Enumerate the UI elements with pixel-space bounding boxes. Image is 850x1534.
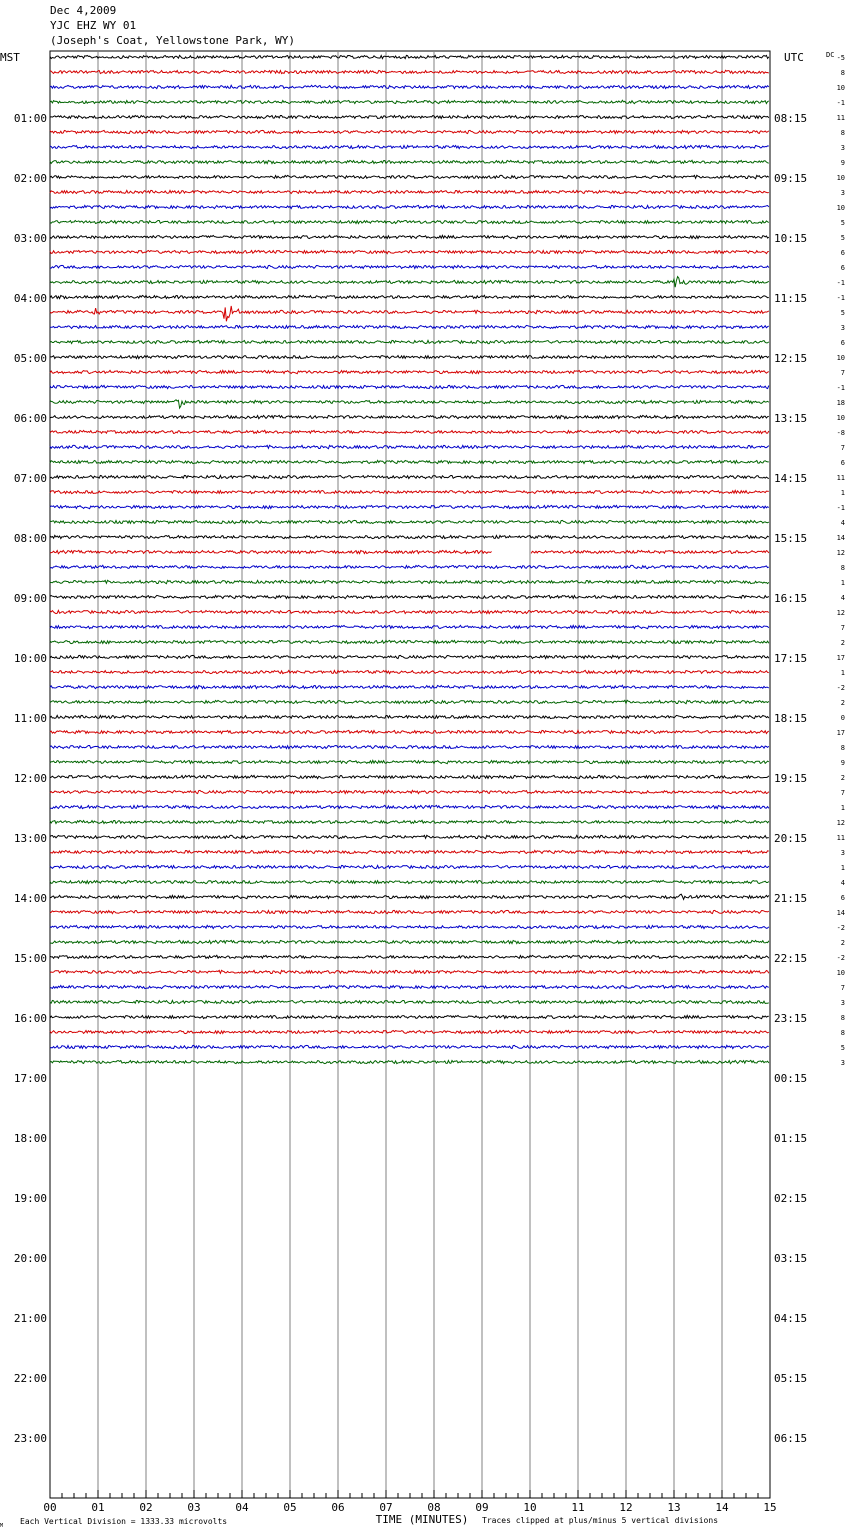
trace-line (50, 475, 769, 478)
utc-hour-label: 12:15 (774, 352, 808, 365)
mst-hour-label: 02:00 (13, 172, 47, 185)
utc-hour-label: 06:15 (774, 1432, 808, 1445)
mst-hour-label: 17:00 (13, 1072, 47, 1085)
utc-hour-label: 13:15 (774, 412, 808, 425)
mst-hour-label: 23:00 (13, 1432, 47, 1445)
dc-offset-value: 11 (836, 834, 845, 842)
dc-offset-value: 5 (840, 309, 845, 317)
mst-hour-label: 01:00 (13, 112, 47, 125)
mst-hour-label: 07:00 (13, 472, 47, 485)
trace-line (50, 55, 769, 58)
trace-line (50, 520, 769, 523)
trace-line (50, 175, 769, 178)
dc-offset-value: -1 (836, 294, 845, 302)
trace-line (50, 535, 769, 538)
trace-line (50, 925, 769, 928)
x-axis-title: TIME (MINUTES) (375, 1513, 469, 1526)
trace-line (50, 445, 769, 448)
trace-line (50, 790, 769, 793)
dc-offset-value: 2 (840, 939, 845, 947)
mst-hour-label: 21:00 (13, 1312, 47, 1325)
dc-offset-value: 2 (840, 639, 845, 647)
dc-offset-value: 4 (840, 519, 845, 527)
dc-offset-value: 12 (836, 549, 845, 557)
x-tick-label: 07 (379, 1501, 393, 1514)
utc-hour-label: 04:15 (774, 1312, 808, 1325)
trace-line (50, 116, 769, 119)
x-tick-label: 08 (427, 1501, 441, 1514)
dc-offset-value: 1 (840, 669, 845, 677)
trace-line (50, 505, 769, 508)
dc-offset-value: 7 (840, 369, 845, 377)
station-location: (Joseph's Coat, Yellowstone Park, WY) (50, 34, 296, 47)
dc-offset-value: 4 (840, 594, 845, 602)
trace-line (50, 1000, 769, 1003)
mst-hour-label: 13:00 (13, 832, 47, 845)
mst-hour-label: 08:00 (13, 532, 47, 545)
dc-offset-value: 1 (840, 579, 845, 587)
trace-line (50, 340, 769, 343)
dc-offset-value: 10 (836, 969, 845, 977)
utc-hour-label: 15:15 (774, 532, 808, 545)
utc-hour-label: 18:15 (774, 712, 808, 725)
trace-line (50, 685, 769, 688)
trace-line (50, 880, 769, 883)
dc-offset-value: 11 (836, 474, 845, 482)
utc-axis-label: UTC (784, 51, 804, 64)
mst-hour-label: 10:00 (13, 652, 47, 665)
dc-offset-value: 11 (836, 114, 845, 122)
trace-line (50, 700, 769, 703)
utc-hour-label: 17:15 (774, 652, 808, 665)
utc-hour-label: 16:15 (774, 592, 808, 605)
dc-offset-value: 6 (840, 894, 845, 902)
dc-offset-value: 8 (840, 1029, 845, 1037)
dc-offset-value: 1 (840, 864, 845, 872)
trace-line (50, 250, 769, 253)
dc-offset-value: 7 (840, 789, 845, 797)
dc-offset-value: 9 (840, 159, 845, 167)
trace-line (50, 325, 769, 328)
dc-offset-value: 1 (840, 804, 845, 812)
trace-line (50, 145, 769, 148)
dc-offset-value: 12 (836, 609, 845, 617)
trace-line (50, 985, 769, 988)
utc-hour-label: 21:15 (774, 892, 808, 905)
utc-hour-label: 20:15 (774, 832, 808, 845)
trace-line (50, 940, 769, 943)
dc-offset-value: 8 (840, 129, 845, 137)
station-id: YJC EHZ WY 01 (50, 19, 137, 32)
trace-line (50, 1060, 769, 1063)
x-tick-label: 06 (331, 1501, 345, 1514)
x-tick-label: 15 (763, 1501, 777, 1514)
trace-line (50, 970, 769, 973)
trace-line (50, 760, 769, 763)
trace-line (50, 580, 769, 583)
dc-offset-value: -1 (836, 279, 845, 287)
utc-hour-label: 23:15 (774, 1012, 808, 1025)
dc-offset-value: 7 (840, 984, 845, 992)
dc-offset-value: 10 (836, 84, 845, 92)
trace-line (50, 490, 769, 493)
trace-line (50, 746, 769, 749)
dc-offset-value: 8 (840, 564, 845, 572)
dc-offset-value: -8 (836, 429, 845, 437)
trace-line (50, 295, 769, 298)
utc-hour-label: 08:15 (774, 112, 808, 125)
dc-offset-value: 12 (836, 819, 845, 827)
clip-note: Traces clipped at plus/minus 5 vertical divisions (482, 1516, 719, 1525)
dc-offset-value: -2 (836, 924, 845, 932)
dc-offset-value: 0 (840, 714, 845, 722)
plot-frame (50, 51, 770, 1498)
trace-line (50, 265, 769, 268)
dc-offset-value: 8 (840, 69, 845, 77)
trace-line (50, 1030, 769, 1033)
chart-date: Dec 4,2009 (50, 4, 117, 17)
dc-offset-value: 3 (840, 189, 845, 197)
dc-offset-value: -5 (836, 54, 845, 62)
dc-offset-value: 8 (840, 744, 845, 752)
trace-line (50, 100, 769, 103)
mst-hour-label: 09:00 (13, 592, 47, 605)
dc-offset-value: 10 (836, 354, 845, 362)
mst-axis-label: MST (0, 51, 20, 64)
scale-note: Each Vertical Division = 1333.33 microvolts (20, 1517, 228, 1526)
dc-offset-value: 14 (836, 534, 845, 542)
mst-hour-label: 11:00 (13, 712, 47, 725)
utc-hour-label: 10:15 (774, 232, 808, 245)
utc-hour-label: 01:15 (774, 1132, 808, 1145)
dc-offset-value: 10 (836, 204, 845, 212)
trace-line (50, 460, 769, 463)
mst-hour-label: 12:00 (13, 772, 47, 785)
trace-line (50, 1045, 769, 1048)
mst-hour-label: 16:00 (13, 1012, 47, 1025)
x-tick-label: 01 (91, 1501, 105, 1514)
dc-offset-value: 3 (840, 1059, 845, 1067)
trace-line (50, 730, 769, 733)
x-tick-label: 00 (43, 1501, 57, 1514)
trace-line (50, 640, 769, 643)
trace-line (50, 610, 769, 613)
dc-offset-value: 7 (840, 624, 845, 632)
x-tick-label: 10 (523, 1501, 537, 1514)
dc-offset-value: 10 (836, 174, 845, 182)
trace-line (50, 805, 769, 808)
dc-offset-value: 7 (840, 444, 845, 452)
trace-line (50, 415, 769, 418)
x-tick-label: 03 (187, 1501, 201, 1514)
dc-offset-value: -2 (836, 684, 845, 692)
trace-line (50, 715, 769, 718)
trace-line (50, 820, 769, 823)
dc-offset-value: 3 (840, 324, 845, 332)
utc-hour-label: 19:15 (774, 772, 808, 785)
trace-line (50, 130, 769, 133)
trace-line (50, 565, 769, 568)
trace-line (50, 894, 769, 899)
trace-line (50, 955, 769, 958)
trace-line (50, 160, 769, 163)
dc-offset-value: 14 (836, 909, 845, 917)
mst-hour-label: 05:00 (13, 352, 47, 365)
mst-hour-label: 04:00 (13, 292, 47, 305)
mst-hour-label: 06:00 (13, 412, 47, 425)
trace-line (50, 306, 769, 321)
trace-line (50, 400, 769, 408)
trace-line (50, 277, 769, 288)
mst-hour-label: 14:00 (13, 892, 47, 905)
dc-offset-value: 5 (840, 219, 845, 227)
mst-hour-label: 03:00 (13, 232, 47, 245)
utc-hour-label: 11:15 (774, 292, 808, 305)
trace-line (50, 595, 769, 598)
mst-hour-label: 22:00 (13, 1372, 47, 1385)
x-tick-label: 09 (475, 1501, 489, 1514)
trace-line (50, 430, 769, 433)
dc-offset-value: 6 (840, 339, 845, 347)
trace-line (50, 355, 769, 358)
x-tick-label: 14 (715, 1501, 729, 1514)
dc-offset-value: 10 (836, 414, 845, 422)
utc-hour-label: 02:15 (774, 1192, 808, 1205)
trace-line (50, 205, 769, 208)
mst-hour-label: 18:00 (13, 1132, 47, 1145)
trace-line (50, 850, 769, 853)
x-tick-label: 04 (235, 1501, 249, 1514)
dc-offset-value: -1 (836, 384, 845, 392)
x-tick-label: 11 (571, 1501, 585, 1514)
trace-line (50, 70, 769, 73)
dc-offset-value: -1 (836, 99, 845, 107)
dc-offset-value: 3 (840, 999, 845, 1007)
utc-hour-label: 22:15 (774, 952, 808, 965)
x-tick-label: 05 (283, 1501, 297, 1514)
trace-line (50, 775, 769, 778)
dc-offset-value: 17 (836, 654, 845, 662)
dc-offset-value: 8 (840, 1014, 845, 1022)
dc-offset-value: 2 (840, 774, 845, 782)
trace-line (50, 865, 769, 868)
dc-offset-value: 2 (840, 699, 845, 707)
mst-hour-label: 15:00 (13, 952, 47, 965)
utc-hour-label: 05:15 (774, 1372, 808, 1385)
trace-line (50, 385, 769, 388)
dc-offset-value: -1 (836, 504, 845, 512)
trace-line (50, 835, 769, 838)
dc-offset-value: 3 (840, 849, 845, 857)
dc-offset-value: 9 (840, 759, 845, 767)
utc-hour-label: 00:15 (774, 1072, 808, 1085)
dc-offset-value: 1 (840, 489, 845, 497)
dc-offset-value: 18 (836, 399, 845, 407)
dc-offset-value: 4 (840, 879, 845, 887)
utc-hour-label: 09:15 (774, 172, 808, 185)
dc-offset-value: 6 (840, 249, 845, 257)
dc-offset-value: 5 (840, 234, 845, 242)
trace-line (50, 370, 769, 373)
x-tick-label: 02 (139, 1501, 153, 1514)
dc-label: DC (826, 51, 835, 59)
dc-offset-value: 17 (836, 729, 845, 737)
trace-line (50, 235, 769, 238)
x-tick-label: 12 (619, 1501, 633, 1514)
dc-offset-value: -2 (836, 954, 845, 962)
trace-line (50, 85, 769, 88)
dc-offset-value: 5 (840, 1044, 845, 1052)
dc-offset-value: 6 (840, 459, 845, 467)
x-tick-label: 13 (667, 1501, 681, 1514)
trace-line (50, 1015, 769, 1018)
dc-offset-value: 3 (840, 144, 845, 152)
trace-line (50, 550, 769, 553)
dc-offset-value: 6 (840, 264, 845, 272)
mst-hour-label: 19:00 (13, 1192, 47, 1205)
trace-line (50, 655, 769, 658)
trace-line (50, 221, 769, 224)
trace-line (50, 625, 769, 628)
trace-line (50, 670, 769, 673)
trace-line (50, 190, 769, 193)
utc-hour-label: 14:15 (774, 472, 808, 485)
corner-mark: M (0, 1523, 4, 1529)
utc-hour-label: 03:15 (774, 1252, 808, 1265)
mst-hour-label: 20:00 (13, 1252, 47, 1265)
trace-line (50, 910, 769, 913)
